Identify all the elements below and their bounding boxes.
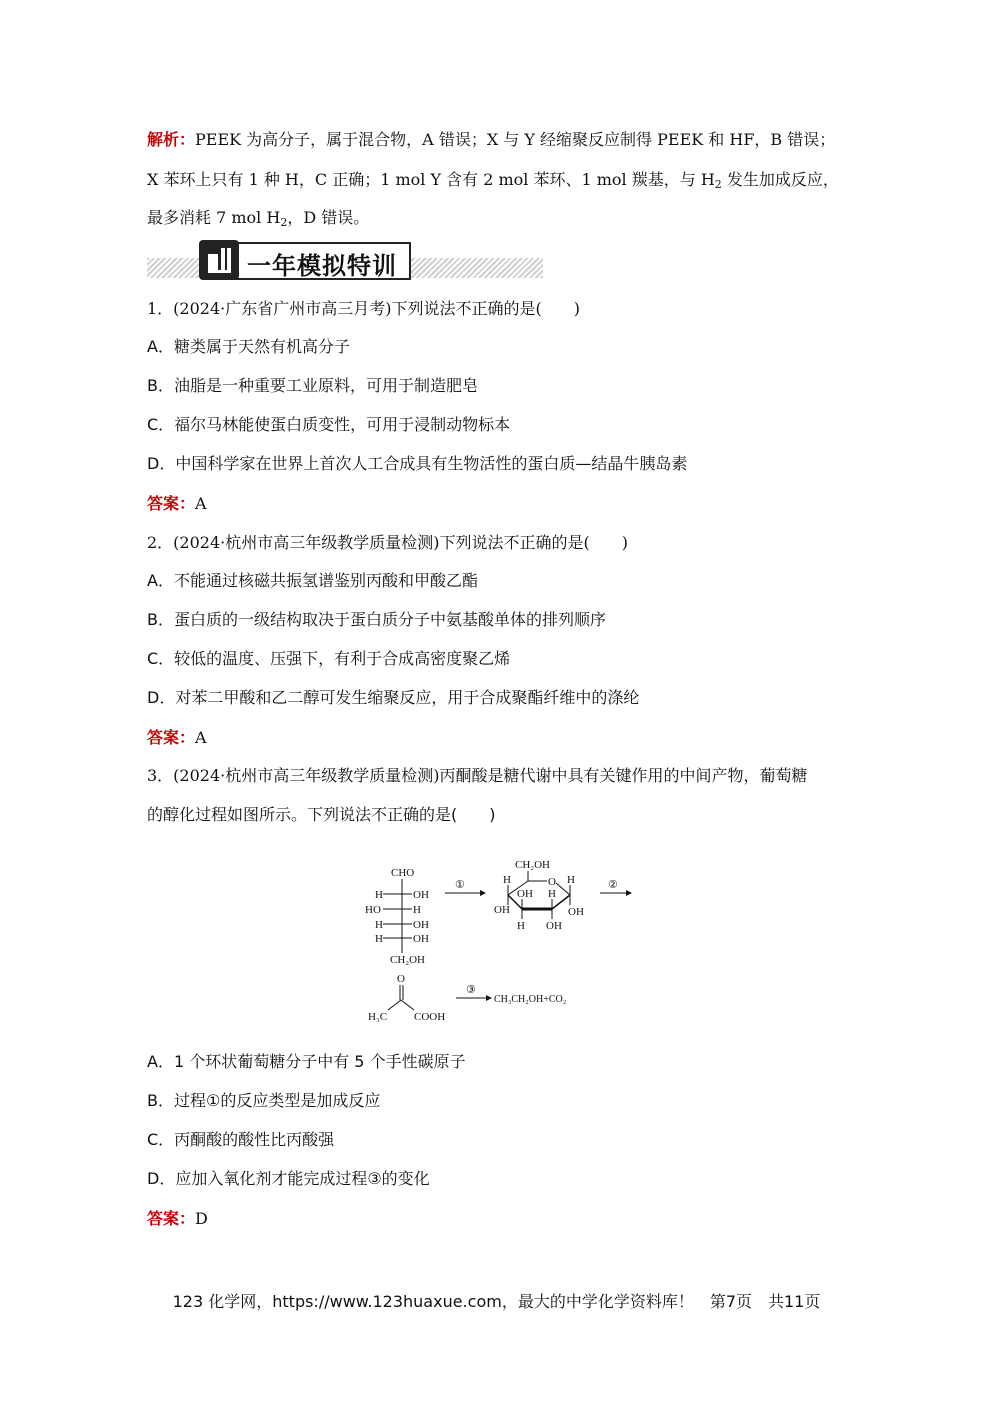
q2-answer-value: A (195, 728, 207, 747)
step-2-label: ② (608, 879, 618, 891)
fischer-ho-2: HO (365, 904, 381, 916)
fischer-h-2: H (413, 904, 421, 916)
ring-h-c3: H (517, 920, 525, 932)
products: CH₃CH₂OH+CO₂ (494, 994, 567, 1005)
fischer-oh-4: OH (413, 933, 429, 945)
pyruvate-h3c: H₃C (368, 1011, 388, 1023)
q3-answer-label: 答案： (147, 1209, 196, 1228)
q3-answer (147, 1209, 208, 1229)
q3-option-a: A．1 个环状葡萄糖分子中有 5 个手性碳原子 (147, 1052, 466, 1071)
q1-stem: 1．(2024·广东省广州市高三月考)下列说法不正确的是( ) (147, 299, 580, 318)
q2-option-c: C．较低的温度、压强下，有利于合成高密度聚乙烯 (147, 649, 511, 668)
q3-option-b: B．过程①的反应类型是加成反应 (147, 1091, 381, 1110)
ring-h-c1: H (567, 874, 575, 886)
analysis-line-1 (147, 130, 835, 150)
analysis-text-1: PEEK 为高分子，属于混合物，A 错误；X 与 Y 经缩聚反应制得 PEEK 和 HF，B 错误； (195, 130, 836, 149)
section-title: 一年模拟特训 (247, 252, 397, 280)
q3-option-c: C．丙酮酸的酸性比丙酸强 (147, 1130, 335, 1149)
step-3-label: ③ (466, 984, 476, 996)
q1-answer-label: 答案： (147, 494, 196, 513)
fischer-h-4: H (375, 933, 383, 945)
ring-oh-c3: OH (517, 888, 533, 900)
ring-ch2oh: CH₂OH (515, 859, 551, 871)
q3-answer-value: D (195, 1209, 208, 1228)
fischer-oh-1: OH (413, 889, 429, 901)
ring-o: O (548, 876, 556, 888)
q1-option-d: D．中国科学家在世界上首次人工合成具有生物活性的蛋白质—结晶牛胰岛素 (147, 454, 688, 473)
q2-option-a: A．不能通过核磁共振氢谱鉴别丙酸和甲酸乙酯 (147, 571, 478, 590)
ring-oh-c1: OH (568, 906, 584, 918)
section-banner (147, 240, 543, 282)
q2-stem: 2．(2024·杭州市高三年级教学质量检测)下列说法不正确的是( ) (147, 533, 628, 552)
analysis-sub-3: 2 (280, 216, 288, 229)
ring-h-c2: H (548, 888, 556, 900)
q2-answer (147, 728, 207, 748)
analysis-text-3a: 最多消耗 7 mol H (147, 208, 281, 227)
fischer-h-1: H (375, 889, 383, 901)
fischer-ch2oh: CH₂OH (390, 954, 426, 966)
pyruvate-cooh: COOH (414, 1011, 446, 1023)
analysis-text-2b: 发生加成反应， (721, 170, 839, 189)
reaction-diagram (360, 855, 650, 1030)
q2-option-b: B．蛋白质的一级结构取决于蛋白质分子中氨基酸单体的排列顺序 (147, 610, 606, 629)
q2-answer-label: 答案： (147, 728, 196, 747)
q1-answer (147, 494, 207, 514)
ring-oh-c4: OH (494, 904, 510, 916)
analysis-text-3b: ，D 错误。 (287, 208, 370, 227)
analysis-text-2a: X 苯环上只有 1 种 H，C 正确；1 mol Y 含有 2 mol 苯环、1 mol 羰基，与 H (147, 170, 715, 189)
analysis-label: 解析： (147, 130, 196, 149)
page-footer: 123 化学网，https://www.123huaxue.com，最大的中学化学资料库！ 第7页 共11页 (172, 1292, 821, 1311)
analysis-line-2 (147, 170, 839, 190)
section-icon (199, 240, 239, 280)
ring-h-c4: H (503, 874, 511, 886)
analysis-line-3 (147, 208, 369, 228)
q2-option-d: D．对苯二甲酸和乙二醇可发生缩聚反应，用于合成聚酯纤维中的涤纶 (147, 688, 640, 707)
q3-stem-line-2: 的醇化过程如图所示。下列说法不正确的是( ) (147, 805, 496, 824)
fischer-h-3: H (375, 919, 383, 931)
pyruvate-o: O (397, 973, 405, 985)
q1-option-c: C．福尔马林能使蛋白质变性，可用于浸制动物标本 (147, 415, 511, 434)
q1-option-a: A．糖类属于天然有机高分子 (147, 337, 350, 356)
glucose-cho: CHO (391, 867, 415, 879)
q1-answer-value: A (195, 494, 207, 513)
q3-stem-line-1: 3．(2024·杭州市高三年级教学质量检测)丙酮酸是糖代谢中具有关键作用的中间产物，葡萄糖 (147, 766, 808, 785)
q1-option-b: B．油脂是一种重要工业原料，可用于制造肥皂 (147, 376, 478, 395)
ring-oh-c2: OH (546, 920, 562, 932)
q3-option-d: D．应加入氧化剂才能完成过程③的变化 (147, 1169, 430, 1188)
step-1-label: ① (455, 879, 465, 891)
analysis-sub-2: 2 (714, 178, 722, 191)
fischer-oh-3: OH (413, 919, 429, 931)
